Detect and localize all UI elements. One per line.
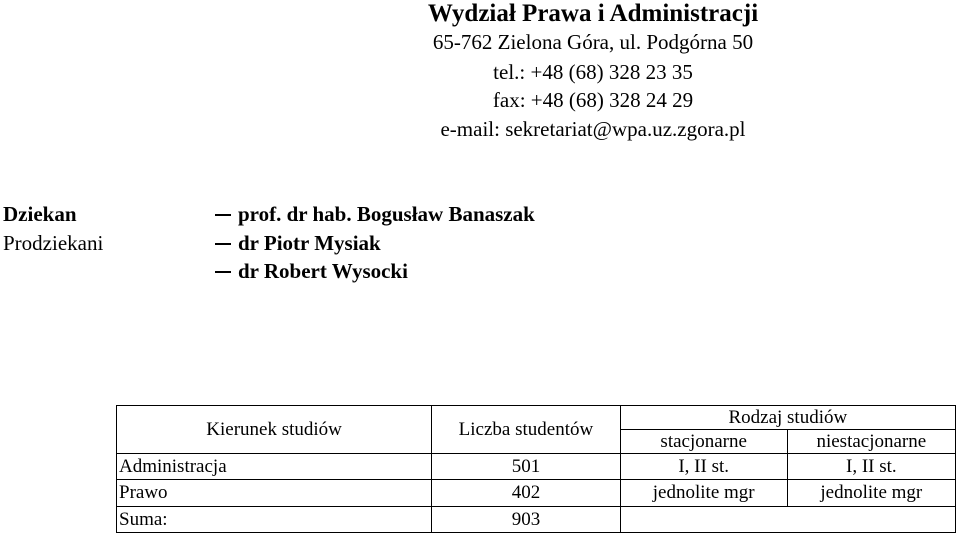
cell-full-time: I, II st. [620, 454, 787, 480]
total-label: Suma: [117, 506, 432, 532]
cell-part-time: I, II st. [787, 454, 955, 480]
table-row [117, 480, 956, 506]
dean-label: Dziekan [3, 202, 77, 226]
faculty-address: 65-762 Zielona Góra, ul. Podgórna 50 [432, 30, 754, 54]
dean-name: prof. dr hab. Bogusław Banaszak [238, 202, 535, 226]
vice-dean-name: dr Piotr Mysiak [238, 231, 381, 255]
table-row [117, 454, 956, 480]
dash-icon [215, 271, 231, 273]
dash-icon [215, 214, 231, 216]
header-count: Liczba studentów [432, 406, 621, 454]
header-part-time: niestacjonarne [787, 430, 955, 454]
table-header-row [117, 406, 956, 430]
faculty-fax: fax: +48 (68) 328 24 29 [492, 88, 694, 112]
header-full-time: stacjonarne [620, 430, 787, 454]
faculty-email: e-mail: sekretariat@wpa.uz.zgora.pl [440, 117, 746, 141]
vice-deans-label: Prodziekani [3, 231, 104, 255]
vice-dean-row [215, 259, 408, 284]
header-type: Rodzaj studiów [620, 406, 955, 430]
vice-dean-row [215, 231, 381, 256]
header-field: Kierunek studiów [117, 406, 432, 454]
table-total-row [117, 506, 956, 532]
vice-dean-name: dr Robert Wysocki [238, 259, 408, 283]
dean-name-row [215, 202, 535, 227]
total-count: 903 [432, 506, 621, 532]
faculty-title: Wydział Prawa i Administracji [427, 0, 759, 27]
students-table [116, 405, 956, 533]
cell-part-time: jednolite mgr [787, 480, 955, 506]
total-empty [620, 506, 955, 532]
faculty-phone: tel.: +48 (68) 328 23 35 [493, 60, 693, 84]
cell-field: Prawo [117, 480, 432, 506]
cell-full-time: jednolite mgr [620, 480, 787, 506]
cell-field: Administracja [117, 454, 432, 480]
dash-icon [215, 243, 231, 245]
cell-count: 402 [432, 480, 621, 506]
cell-count: 501 [432, 454, 621, 480]
